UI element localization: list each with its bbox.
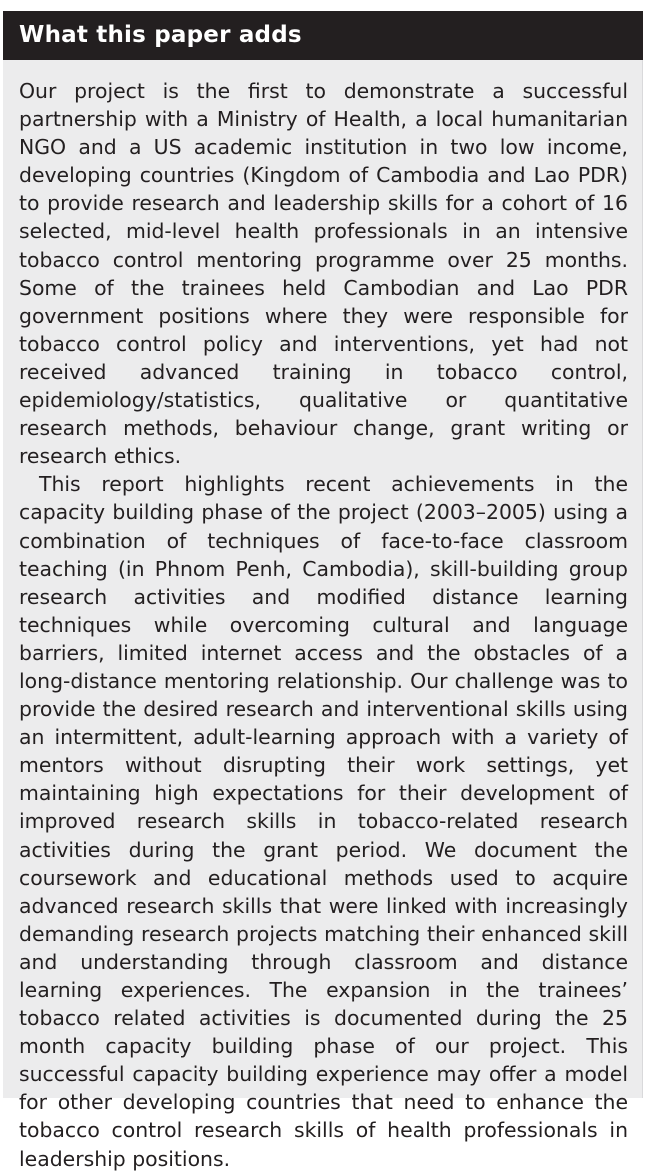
box-header [3, 11, 643, 60]
box-paragraph-2: This report highlights recent achievements in the capacity building phase of the project (2003–2005) using a combination of techniques of face-to-face classroom teaching (in Phnom Penh, Cambodia), skill-building group research activities and modified distance learning techniques while overcoming cultural and language barriers, limited internet access and the obstacles of a long-distance mentoring relationship. Our challenge was to provide the desired research and interventional skills using an intermittent, adult-learning approach with a variety of mentors without disrupting their work settings, yet maintaining high expectations for their development of improved research skills in tobacco-related research activities during the grant period. We document the coursework and educational methods used to acquire advanced research skills that were linked with increasingly demanding research projects matching their enhanced skill and understanding through classroom and distance learning experiences. The expansion in the trainees’ tobacco related activities is documented during the 25 month capacity building phase of our project. This successful capacity building experience may offer a model for other developing countries that need to enhance the tobacco control research skills of health professionals in leadership positions. [19, 472, 628, 1171]
what-this-paper-adds-box [3, 11, 643, 1171]
box-body [19, 77, 628, 1173]
box-title: What this paper adds [19, 22, 302, 48]
box-paragraph-1: Our project is the first to demonstrate a successful partnership with a Ministry of Health, a local humanitarian NGO and a US academic institution in two low income, developing countries (Kingdom of Cambodia and Lao PDR) to provide research and leadership skills for a cohort of 16 selected, mid-level health professionals in an intensive tobacco control mentoring programme over 25 months. Some of the trainees held Cambodian and Lao PDR government positions where they were responsible for tobacco control policy and interventions, yet had not received advanced training in tobacco control, epidemiology/statistics, qualitative or quantitative research methods, behaviour change, grant writing or research ethics. [19, 79, 628, 469]
